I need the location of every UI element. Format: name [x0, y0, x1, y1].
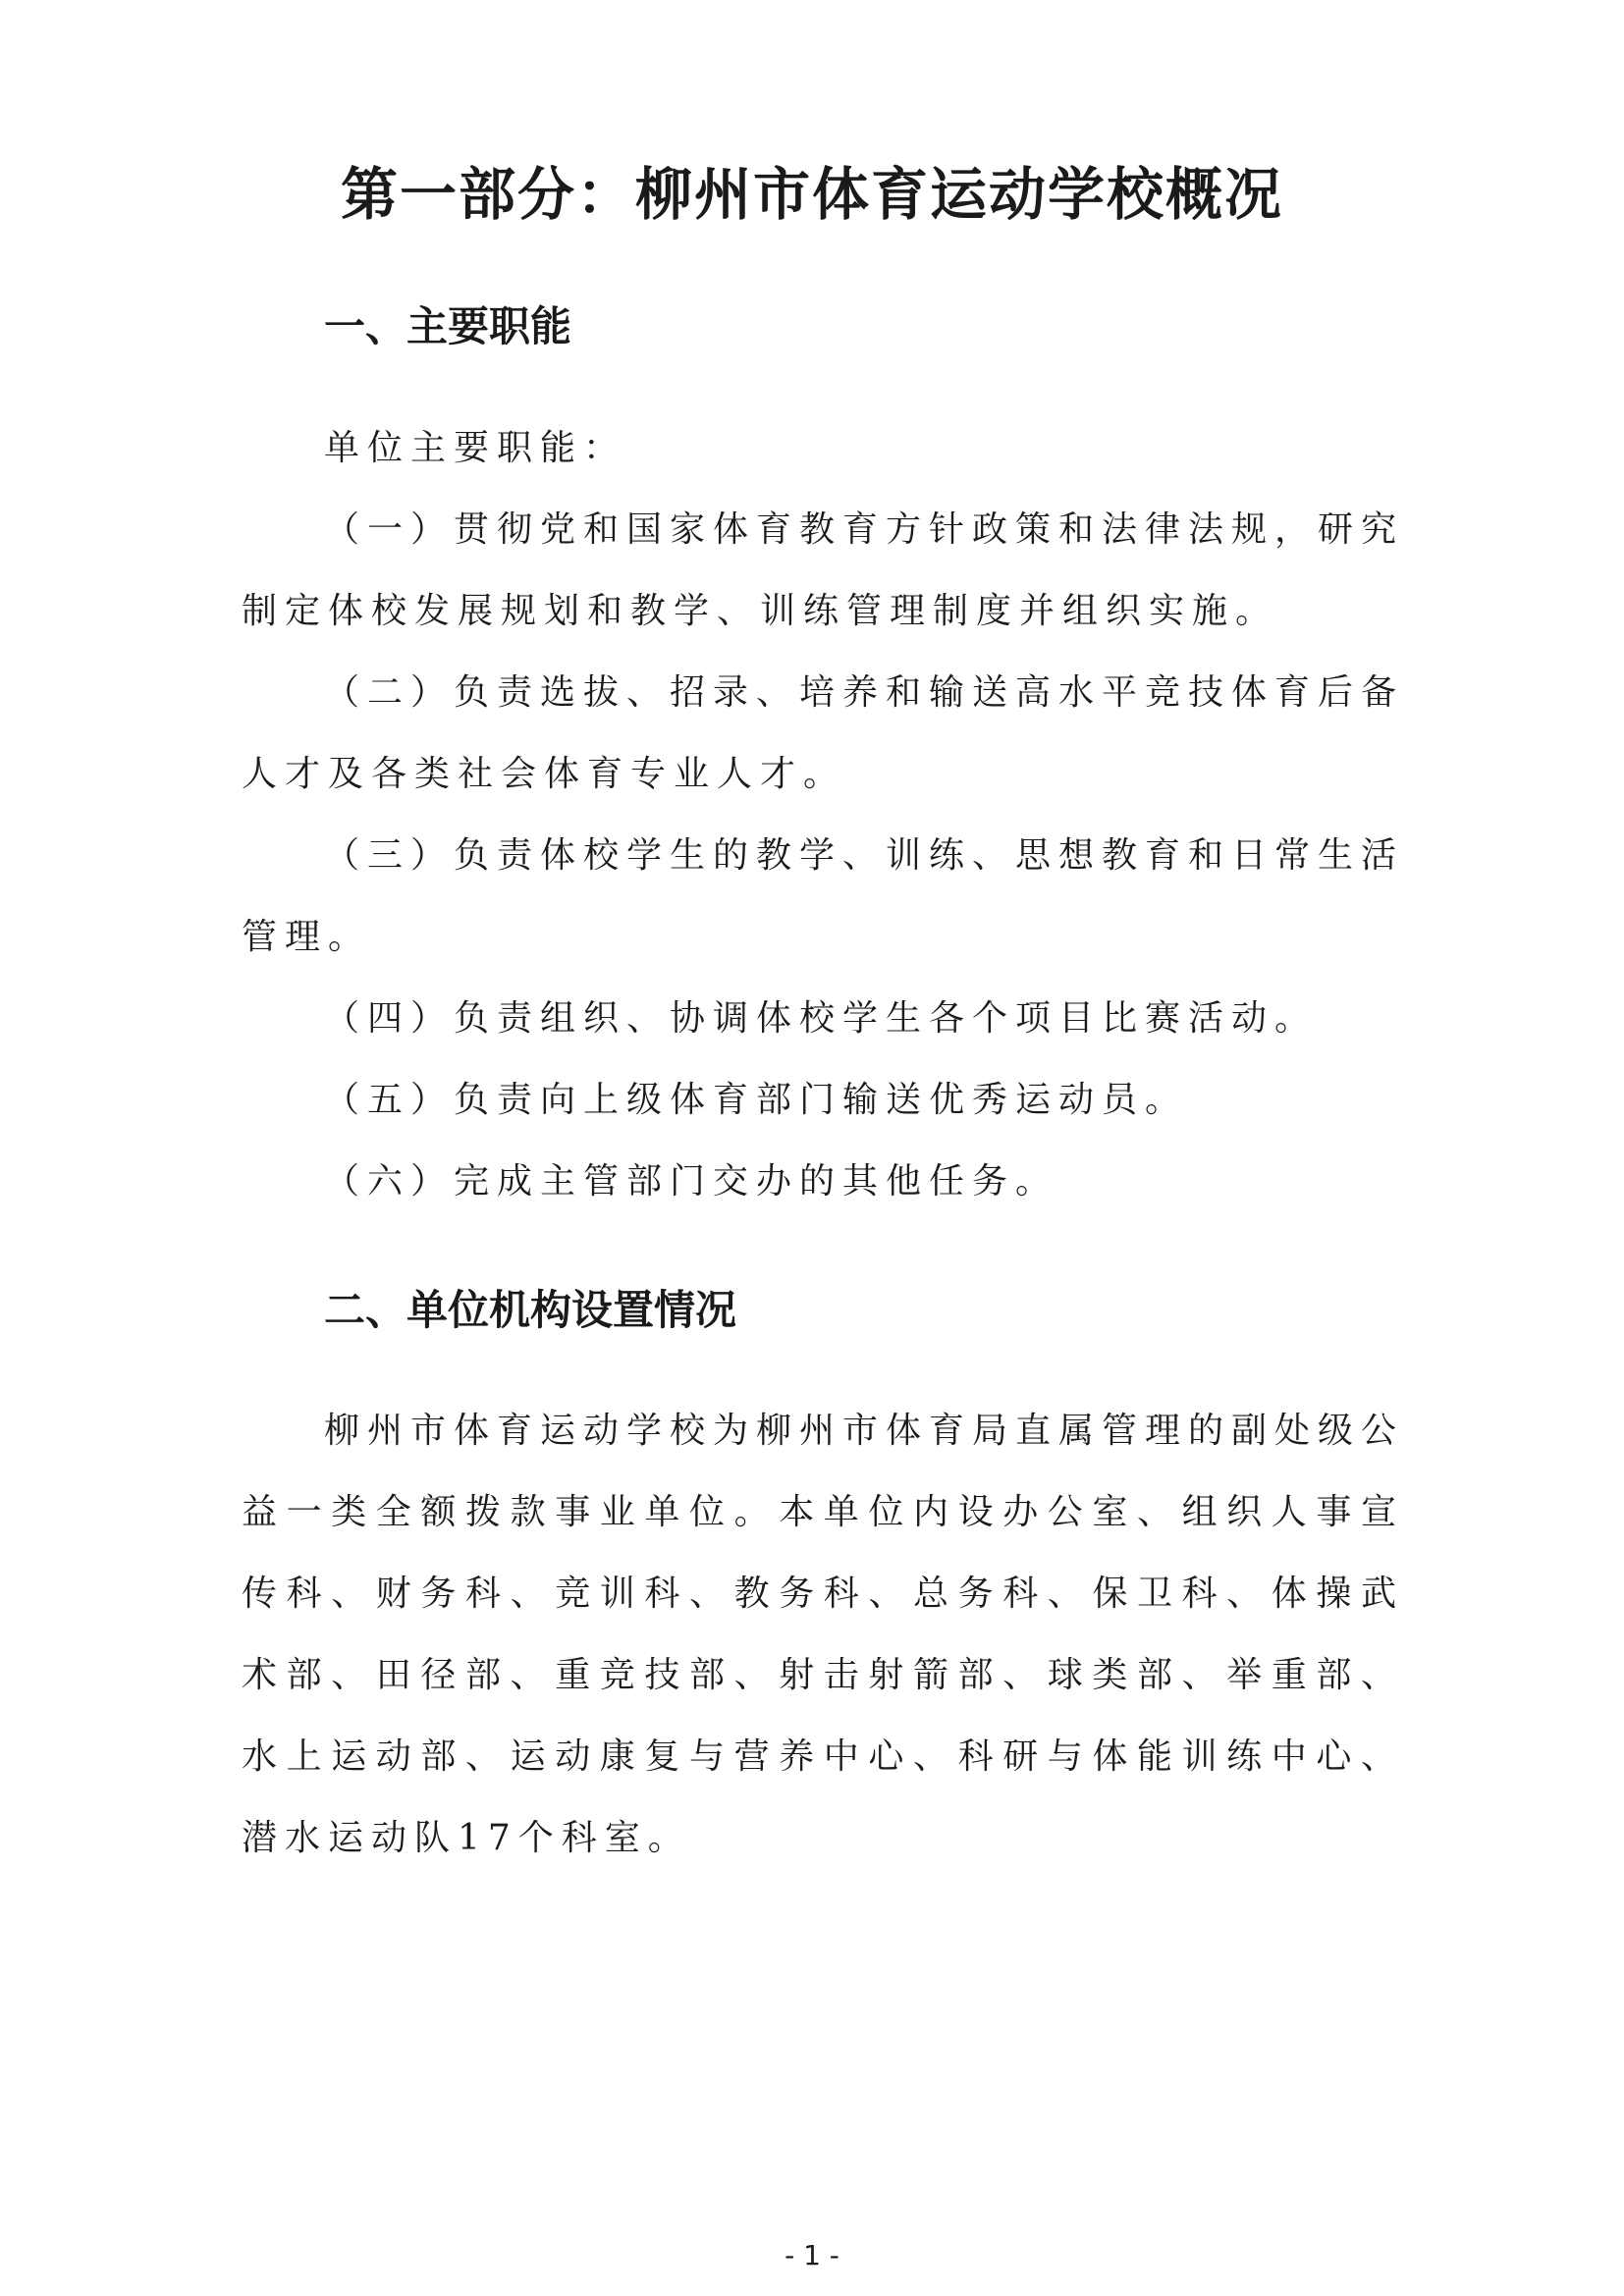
- functions-intro: 单位主要职能：: [324, 428, 627, 468]
- section-heading-main-functions: 一、主要职能: [324, 302, 572, 350]
- function-item-1: （一）贯彻党和国家体育教育方针政策和法律法规，研究制定体校发展规划和教学、训练管理制度并组织实施。: [242, 509, 1405, 631]
- function-item-3: （三）负责体校学生的教学、训练、思想教育和日常生活管理。: [242, 835, 1405, 957]
- function-item-2: （二）负责选拔、招录、培养和输送高水平竞技体育后备人才及各类社会体育专业人才。: [242, 672, 1405, 794]
- function-item-5: （五）负责向上级体育部门输送优秀运动员。: [324, 1080, 1189, 1120]
- function-item-4: （四）负责组织、协调体校学生各个项目比赛活动。: [324, 998, 1319, 1039]
- section-heading-org-structure: 二、单位机构设置情况: [324, 1286, 737, 1334]
- function-item-6: （六）完成主管部门交办的其他任务。: [324, 1161, 1059, 1201]
- org-structure-paragraph: 柳州市体育运动学校为柳州市体育局直属管理的副处级公益一类全额拨款事业单位。本单位内设办公室、组织人事宣传科、财务科、竞训科、教务科、总务科、保卫科、体操武术部、田径部、重竞技部、射击射箭部、球类部、举重部、水上运动部、运动康复与营养中心、科研与体能训练中心、潜水运动队17个科室。: [242, 1411, 1405, 1858]
- page-number: - 1 -: [785, 2239, 839, 2271]
- document-title: 第一部分：柳州市体育运动学校概况: [340, 161, 1283, 228]
